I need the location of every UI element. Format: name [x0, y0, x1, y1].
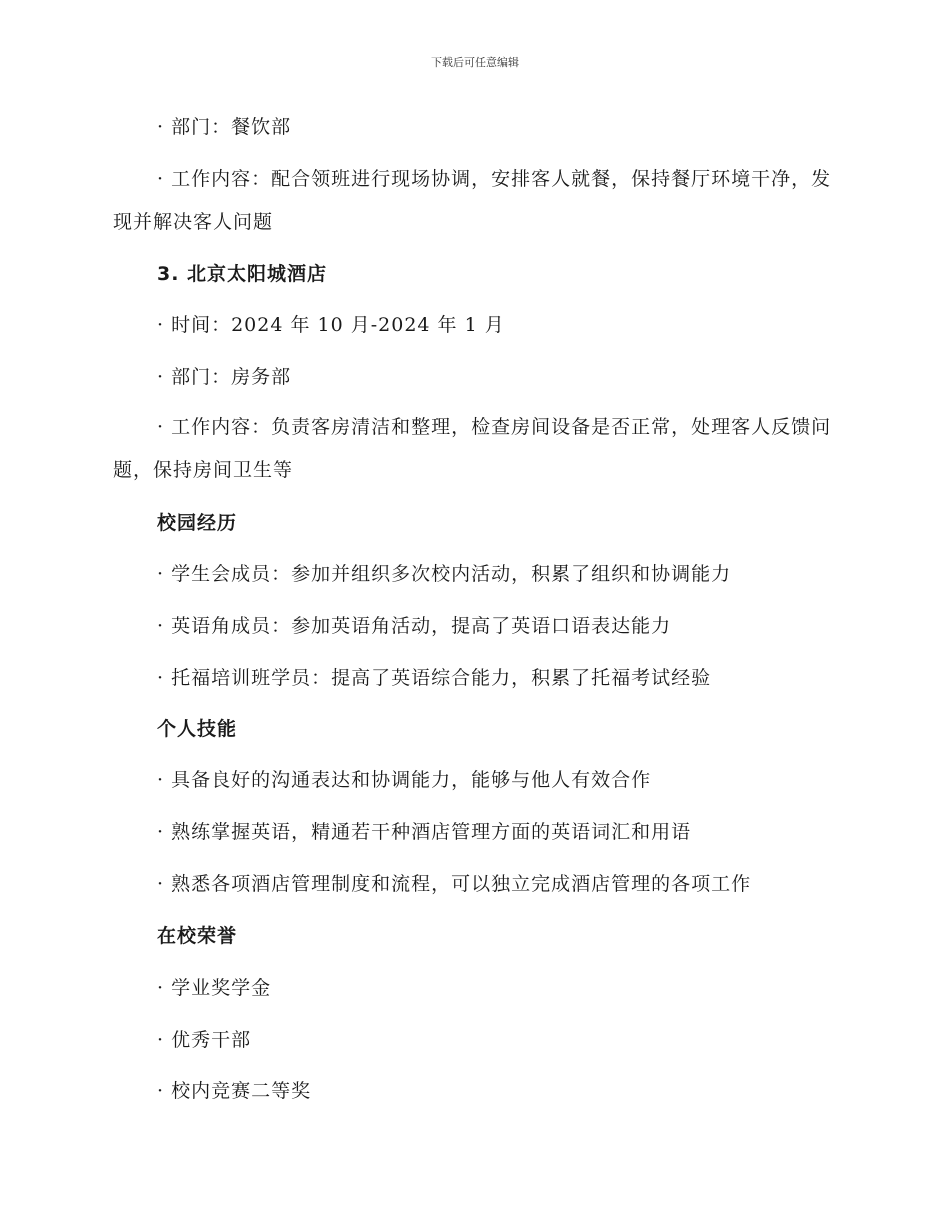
- hotel3-time-line: · 时间：2024 年 10 月-2024 年 1 月: [157, 314, 505, 336]
- dept-food-line: · 部门：餐饮部: [157, 116, 292, 138]
- honors-item-3: · 校内竞赛二等奖: [157, 1080, 312, 1102]
- skills-item-2: · 熟练掌握英语，精通若干种酒店管理方面的英语词汇和用语: [157, 821, 692, 843]
- campus-item-3: · 托福培训班学员：提高了英语综合能力，积累了托福考试经验: [157, 667, 712, 689]
- honors-item-2: · 优秀干部: [157, 1029, 252, 1051]
- page-header: 下载后可任意编辑: [431, 56, 519, 69]
- skills-item-1: · 具备良好的沟通表达和协调能力，能够与他人有效合作: [157, 769, 652, 791]
- campus-item-1: · 学生会成员：参加并组织多次校内活动，积累了组织和协调能力: [157, 563, 732, 585]
- hotel3-title: 3. 北京太阳城酒店: [157, 263, 328, 285]
- work-food-paragraph: · 工作内容：配合领班进行现场协调，安排客人就餐，保持餐厅环境干净，发现并解决客人问题: [113, 168, 832, 233]
- campus-item-2: · 英语角成员：参加英语角活动，提高了英语口语表达能力: [157, 615, 672, 637]
- skills-item-3: · 熟悉各项酒店管理制度和流程，可以独立完成酒店管理的各项工作: [157, 873, 752, 895]
- campus-title: 校园经历: [157, 512, 238, 534]
- honors-title: 在校荣誉: [157, 925, 238, 947]
- skills-title: 个人技能: [157, 718, 238, 740]
- hotel3-work-paragraph: · 工作内容：负责客房清洁和整理，检查房间设备是否正常，处理客人反馈问题，保持房间卫生等: [113, 416, 832, 481]
- hotel3-dept-line: · 部门：房务部: [157, 366, 292, 388]
- honors-item-1: · 学业奖学金: [157, 977, 272, 999]
